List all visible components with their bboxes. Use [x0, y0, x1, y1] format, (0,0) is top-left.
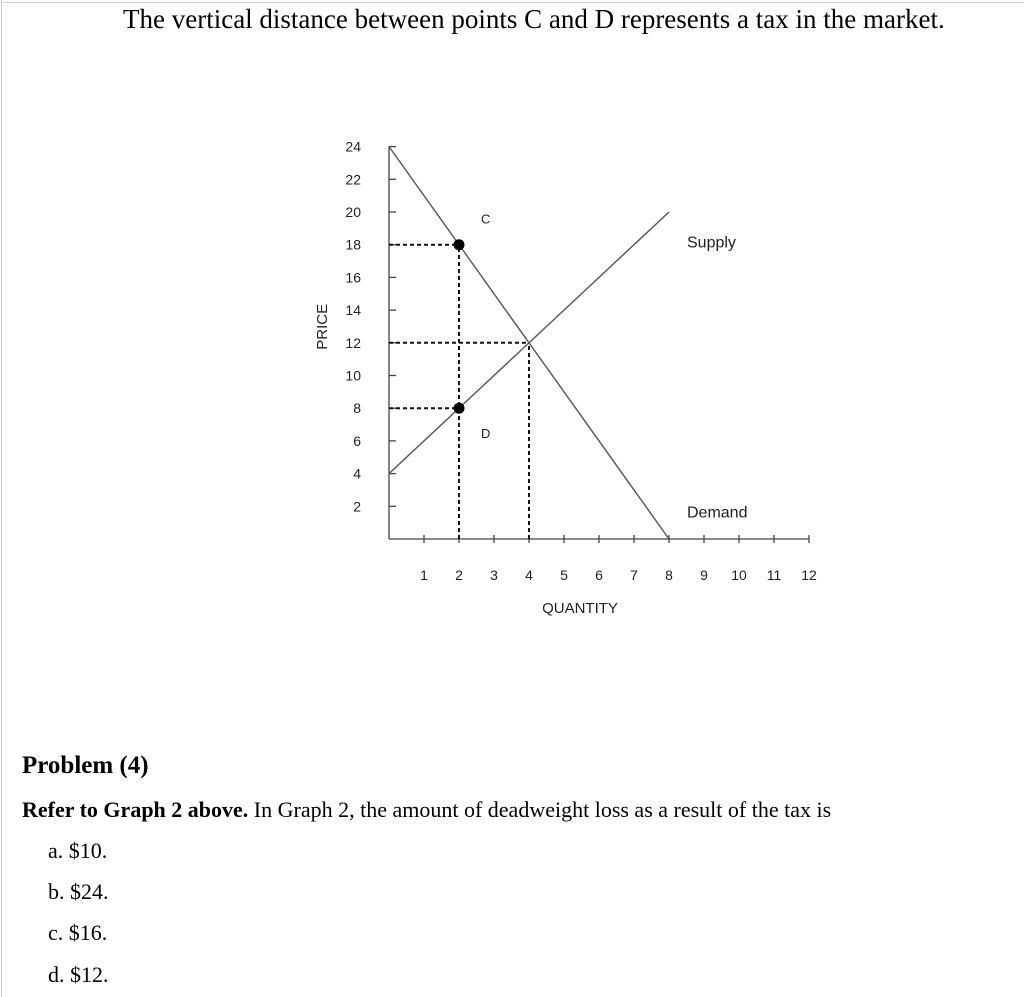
- y-tick-label-22: 22: [345, 171, 361, 188]
- point-d-label: D: [481, 426, 491, 442]
- x-axis-label: QUANTITY: [542, 600, 618, 617]
- x-tick-label-9: 9: [700, 567, 708, 583]
- x-tick-label-6: 6: [595, 567, 603, 583]
- question-bold: Refer to Graph 2 above.: [22, 797, 249, 822]
- x-tick-label-10: 10: [731, 567, 747, 583]
- demand-label: Demand: [687, 504, 748, 522]
- x-tick-label-8: 8: [665, 567, 673, 583]
- y-tick-label-24: 24: [345, 138, 361, 155]
- y-tick-label-10: 10: [345, 367, 361, 384]
- x-tick-label-11: 11: [766, 567, 782, 583]
- x-tick-label-5: 5: [560, 567, 568, 583]
- x-tick-label-2: 2: [455, 567, 463, 583]
- answer-option-d[interactable]: d. $12.: [48, 962, 109, 987]
- point-c: [454, 239, 465, 250]
- answer-option-b[interactable]: b. $24.: [48, 879, 109, 904]
- question-rest: In Graph 2, the amount of deadweight loss as a result of the tax is: [248, 797, 832, 822]
- problem-title: Problem (4): [22, 752, 149, 779]
- x-tick-label-3: 3: [490, 567, 498, 583]
- y-tick-label-12: 12: [345, 334, 361, 351]
- y-axis-label: PRICE: [314, 303, 331, 350]
- y-tick-label-2: 2: [353, 498, 361, 515]
- y-tick-label-8: 8: [353, 400, 361, 417]
- y-tick-label-14: 14: [345, 302, 361, 319]
- point-d: [454, 403, 465, 414]
- intro-text: The vertical distance between points C and D represents a tax in the market.: [123, 4, 945, 34]
- supply-label: Supply: [687, 234, 736, 252]
- x-tick-label-1: 1: [420, 567, 428, 583]
- x-tick-label-12: 12: [801, 567, 817, 583]
- y-tick-label-20: 20: [345, 204, 361, 220]
- x-tick-label-7: 7: [630, 567, 638, 583]
- x-tick-label-4: 4: [525, 567, 533, 583]
- y-tick-label-6: 6: [353, 432, 361, 449]
- y-tick-label-16: 16: [345, 269, 361, 286]
- answer-option-a[interactable]: a. $10.: [48, 838, 108, 863]
- point-c-label: C: [481, 211, 491, 227]
- y-tick-label-4: 4: [353, 465, 361, 482]
- answer-option-c[interactable]: c. $16.: [48, 920, 108, 945]
- y-tick-label-18: 18: [345, 236, 361, 253]
- question-text: [22, 797, 831, 823]
